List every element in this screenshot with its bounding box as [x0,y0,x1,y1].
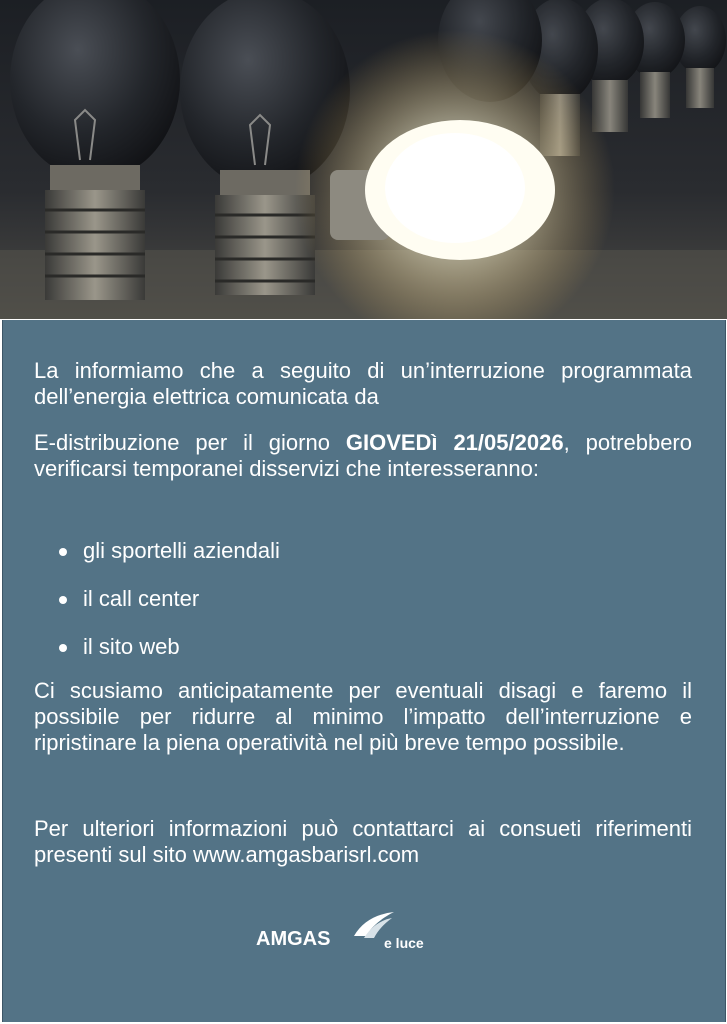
bullet-icon [59,644,67,652]
list-item [55,538,280,586]
notice-panel [2,320,726,1022]
logo-text: AMGAS [256,928,331,950]
list-item [55,634,280,682]
list-item-label: il sito web [83,634,180,659]
logo-subtext: e luce [384,935,424,951]
outage-date: GIOVEDì 21/05/2026 [345,430,564,455]
list-item-label: gli sportelli aziendali [83,538,280,563]
date-paragraph [34,430,692,482]
intro-paragraph: La informiamo che a seguito di un’interruzione programmata dell’energia elettrica comunicata da [34,358,692,409]
date-paragraph-lead: E-distribuzione per il giorno [34,430,346,455]
amgas-logo [256,910,456,960]
bullet-icon [59,548,67,556]
contact-paragraph: Per ulteriori informazioni può contattarci ai consueti riferimenti presenti sul sito www.amgasbarisrl.com [34,816,692,867]
apology-paragraph: Ci scusiamo anticipatamente per eventuali disagi e faremo il possibile per ridurre al minimo l’impatto dell’interruzione e ripristinare la piena operatività nel più breve tempo possibile. [34,678,692,755]
hero-image [0,0,727,319]
light-bulbs-image [0,0,727,319]
bullet-icon [59,596,67,604]
date-paragraph-tail: , potrebbero verificarsi temporanei disservizi che interesseranno: [34,430,692,481]
list-item [55,586,280,634]
affected-services-list [55,538,280,682]
list-item-label: il call center [83,586,200,611]
